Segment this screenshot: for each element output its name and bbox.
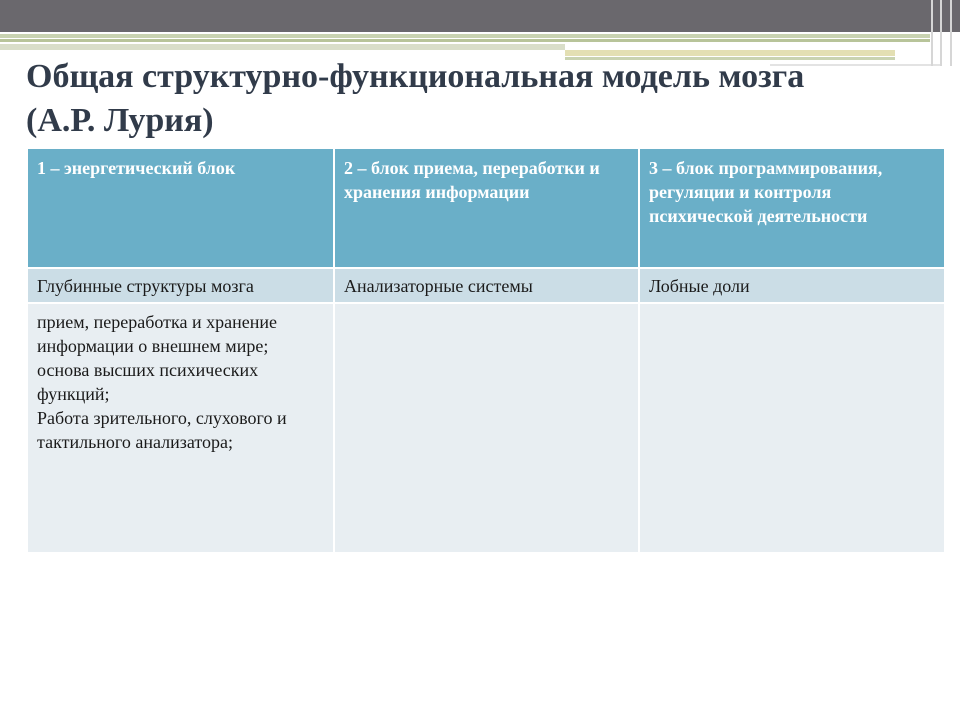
top-decor-bar	[0, 0, 960, 32]
decor-vline	[950, 0, 952, 66]
table-header-row	[27, 148, 945, 268]
decor-stripe	[0, 39, 930, 42]
decor-vline	[940, 0, 942, 66]
cell-structure-2: Анализаторные системы	[334, 268, 639, 303]
cell-function-2	[334, 303, 639, 553]
header-energy-block: 1 – энергетический блок	[27, 148, 334, 268]
decor-vline	[931, 0, 933, 66]
slide-title: Общая структурно-функциональная модель мозга (А.Р. Лурия)	[26, 58, 805, 139]
function-text-1: прием, переработка и хранение информации о внешнем мире; основа высших психических функций; Работа зрительного, слухового и тактильного анализатора;	[37, 312, 287, 452]
table-row-functions	[27, 303, 945, 553]
decor-stripe	[0, 34, 930, 38]
decor-stripe	[0, 44, 565, 50]
header-information-block: 2 – блок приема, переработки и хранения информации	[334, 148, 639, 268]
cell-structure-1: Глубинные структуры мозга	[27, 268, 334, 303]
luria-blocks-table	[26, 147, 946, 554]
table-row-structures	[27, 268, 945, 303]
cell-function-3	[639, 303, 945, 553]
cell-function-1	[27, 303, 334, 553]
header-programming-block: 3 – блок программирования, регуляции и контроля психической деятельности	[639, 148, 945, 268]
cell-structure-3: Лобные доли	[639, 268, 945, 303]
